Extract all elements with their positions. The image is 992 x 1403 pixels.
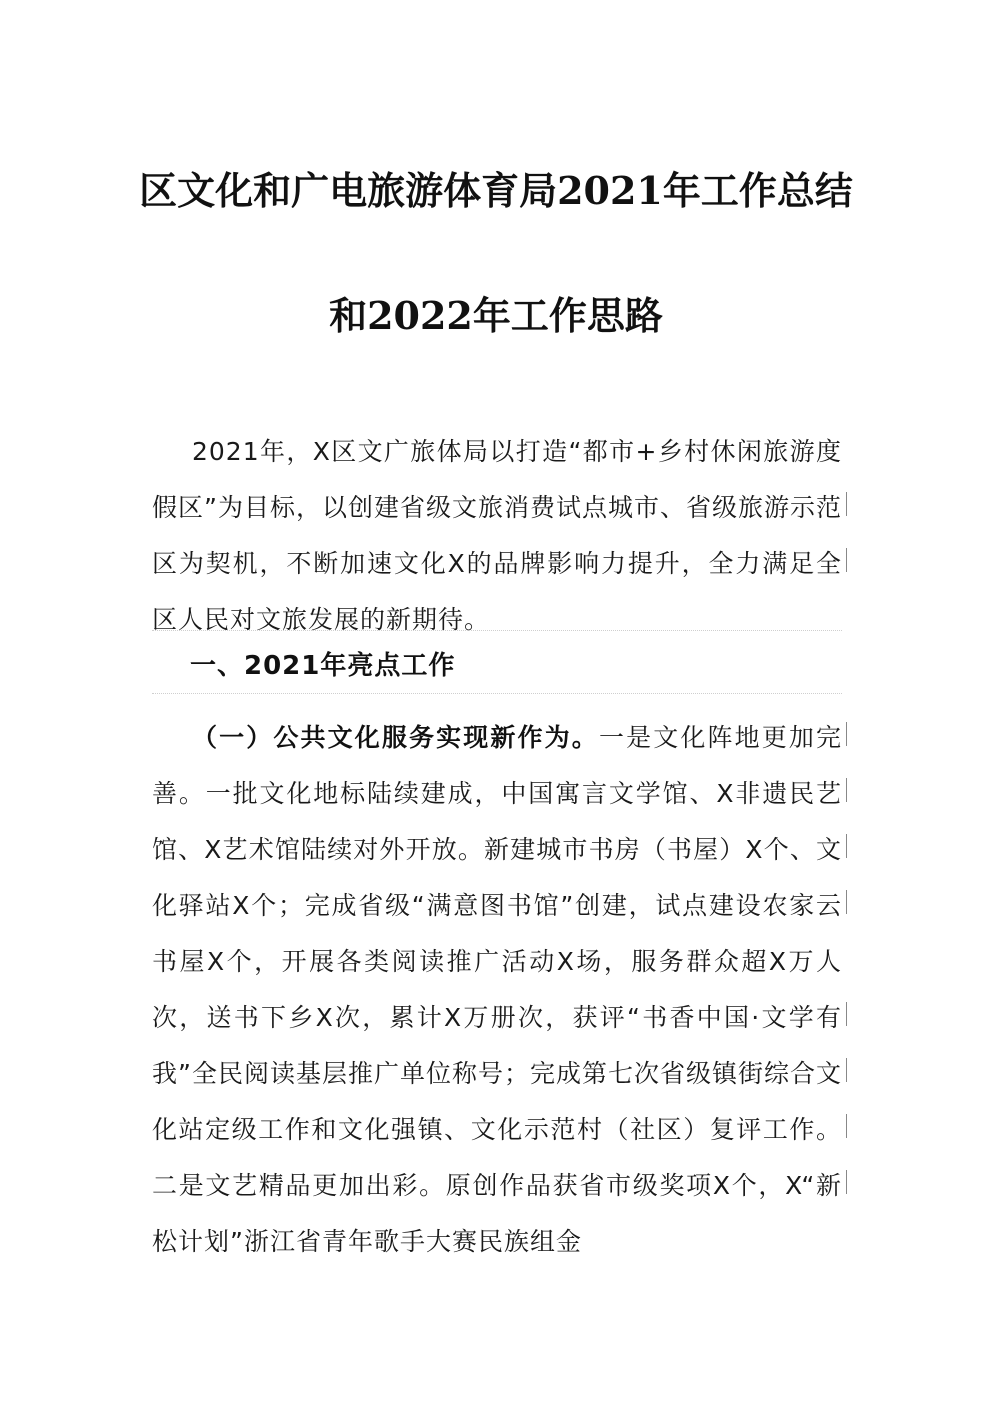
revision-mark — [846, 1170, 847, 1194]
document-title-line-2: 和2022年工作思路 — [329, 293, 663, 338]
revision-mark — [846, 778, 847, 802]
revision-mark — [846, 1002, 847, 1026]
divider — [152, 693, 842, 694]
divider — [152, 630, 842, 631]
revision-mark — [846, 890, 847, 914]
subsection-text: 一是文化阵地更加完善。一批文化地标陆续建成，中国寓言文学馆、X非遗民艺馆、X艺术馆陆续对外开放。新建城市书房（书屋）X个、文化驿站X个；完成省级“满意图书馆”创建，试点建设农家云书屋X个，开展各类阅读推广活动X场，服务群众超X万人次，送书下乡X次，累计X万册次，获评“书香中国·文学有我”全民阅读基层推广单位称号；完成第七次省级镇街综合文化站定级工作和文化强镇、文化示范村（社区）复评工作。二是文艺精品更加出彩。原创作品获省市级奖项X个，X“新松计划”浙江省青年歌手大赛民族组金 — [152, 723, 842, 1256]
section-heading: 一、2021年亮点工作 — [190, 651, 456, 681]
revision-mark — [846, 1058, 847, 1082]
document-title-line-1: 区文化和广电旅游体育局2021年工作总结 — [139, 168, 853, 213]
revision-mark — [846, 1114, 847, 1138]
intro-paragraph: 2021年，X区文广旅体局以打造“都市+乡村休闲旅游度假区”为目标，以创建省级文旅消费试点城市、省级旅游示范区为契机，不断加速文化X的品牌影响力提升，全力满足全区人民对文旅发展的新期待。 — [152, 437, 842, 634]
revision-mark — [846, 548, 847, 572]
revision-mark — [846, 834, 847, 858]
revision-mark — [846, 492, 847, 516]
intro-paragraph-block — [152, 424, 842, 648]
subsection-paragraph — [152, 710, 842, 1270]
revision-mark — [846, 722, 847, 746]
subsection-lead: （一）公共文化服务实现新作为。 — [192, 723, 599, 752]
subsection-paragraph-block — [152, 710, 842, 1270]
